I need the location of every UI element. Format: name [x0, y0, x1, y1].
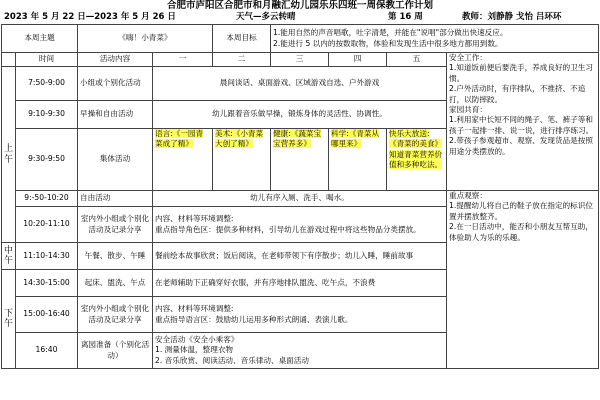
table-row — [2, 191, 599, 207]
weather: 天气—多云转晴 — [236, 12, 296, 22]
time-cell: 16:40 — [16, 333, 78, 369]
activity-cell: 离园准备（个别化活动） — [78, 333, 153, 369]
section-afternoon: 下午 — [2, 270, 16, 369]
activity-cell: 起床、盥洗、午点 — [78, 270, 153, 297]
section-morning: 上午 — [2, 67, 16, 243]
safety-item: 2.户外活动时，有序排队，不推挤、不追打，以防摔跤。 — [449, 84, 586, 104]
week-number: 第 16 周 — [388, 12, 423, 22]
time-cell: 14:30-15:00 — [16, 270, 78, 297]
activity-cell: 自由活动 — [78, 191, 153, 207]
activity-cell: 早操和自由活动 — [78, 101, 153, 129]
col-day-4: 四 — [329, 53, 387, 67]
day-3-lesson-text: 健康:《蔬菜宝宝营养多》 — [273, 129, 322, 149]
day-1-lesson — [153, 129, 213, 191]
document-title: 合肥市庐阳区合肥市和月融汇幼儿园乐乐四班一周保教工作计划 — [166, 0, 433, 11]
activity-cell: 小组或个别化活动 — [78, 67, 153, 101]
side-panel-observation — [447, 191, 599, 369]
content-cell: 内容、材料等环境调整: 重点指导语言区：鼓励幼儿运用多种形式朗诵、表演儿歌。 — [153, 297, 447, 333]
safety-item: 1.知道饭前便后要洗手，养成良好的卫生习惯。 — [449, 63, 593, 83]
safety-title: 安全工作： — [449, 53, 487, 62]
col-day-5: 五 — [387, 53, 447, 67]
activity-cell: 室内外小组或个别化活动及记录分享 — [78, 207, 153, 243]
goals-label: 本周目标 — [213, 25, 271, 53]
teachers: 教师：刘静静 戈怡 吕环环 — [462, 12, 562, 22]
day-5-lesson — [387, 129, 447, 191]
activity-cell: 室内外小组或个别化活动及记录分享 — [78, 297, 153, 333]
content-cell: 餐前绘本故事欣赏；饭后阅读，在老师带领下有序散步；幼儿入睡，睡前故事 — [153, 243, 447, 270]
theme-value: 《嗨！小青菜》 — [78, 25, 213, 53]
observation-item: 2.在一日活动中，能否和小朋友互帮互助，体验助人为乐的乐趣。 — [449, 222, 593, 242]
day-5-lesson-text: 快乐大放送:《青菜的美食》知道青菜营养价值和多种吃法。 — [389, 129, 443, 170]
time-cell: 9:30-9:50 — [16, 129, 78, 191]
col-day-2: 二 — [213, 53, 271, 67]
goals-text: 1.能用自然的声音唱歌，吐字清楚，并能在"说唱"部分做出快速反应。 2.能进行 5 以内的按数取物，体验和发现生活中很多地方都用到数。 — [271, 25, 599, 53]
observation-item: 1.提醒幼儿将自己的鞋子放在指定的标识位置并摆放整齐。 — [449, 201, 593, 221]
day-3-lesson — [271, 129, 329, 191]
document-subheader — [0, 12, 600, 23]
content-cell: 内容、材料等环境调整: 重点指导角色区：提供多种材料，引导幼儿在游戏过程中将这些物品分类摆放。 — [153, 207, 447, 243]
theme-row — [2, 25, 599, 53]
content-cell: 幼儿有序入厕、洗手、喝水。 — [153, 191, 447, 207]
col-day-1: 一 — [153, 53, 213, 67]
col-day-3: 三 — [271, 53, 329, 67]
date-range: 2023 年 5 月 22 日—2023 年 5 月 26 日 — [4, 12, 176, 22]
activity-cell: 午餐、散步、午睡 — [78, 243, 153, 270]
day-2-lesson — [213, 129, 271, 191]
time-cell: 9:-50-10:20 — [16, 191, 78, 207]
day-1-lesson-text: 语言:《一园青菜成了精》 — [155, 129, 204, 149]
content-cell: 安全活动《安全小乘客》 1. 测量体温，整理衣物 2. 音乐欣赏、阅读活动、音乐律动、桌面活动 — [153, 333, 447, 369]
blank-cell — [2, 53, 16, 67]
home-title: 家园共育： — [449, 105, 487, 115]
observation-title: 重点观察： — [449, 191, 487, 200]
home-item: 1.利用家中长短不同的绳子、笔、裤子等和孩子一起排一排、说一说，进行排序练习。 — [449, 115, 594, 135]
day-4-lesson — [329, 129, 387, 191]
section-noon: 中午 — [2, 243, 16, 270]
time-cell: 11:10-14:30 — [16, 243, 78, 270]
time-cell: 15:00-16:40 — [16, 297, 78, 333]
plan-table — [1, 24, 599, 369]
time-cell: 9:10-9:30 — [16, 101, 78, 129]
content-cell: 在老师辅助下正确穿好衣服，并有序地排队盥洗、吃午点，不浪费 — [153, 270, 447, 297]
col-time: 时间 — [16, 53, 78, 67]
side-panel-safety-home — [447, 53, 599, 191]
time-cell: 7:50-9:00 — [16, 67, 78, 101]
theme-label: 本周主题 — [2, 25, 78, 53]
activity-cell: 集体活动 — [78, 129, 153, 191]
day-4-lesson-text: 科学:《青菜从哪里来》 — [331, 129, 380, 149]
content-cell: 幼儿跟着音乐做早操，锻炼身体的灵活性、协调性。 — [153, 101, 447, 129]
day-2-lesson-text: 美术:《小青菜大创了精》 — [215, 129, 264, 149]
home-item: 2.带孩子参观超市、观察、发现货品是按照用途分类摆放的。 — [449, 136, 593, 156]
header-row — [2, 53, 599, 67]
time-cell: 10:20-11:10 — [16, 207, 78, 243]
col-activity: 活动内容 — [78, 53, 153, 67]
content-cell: 晨间谈话、桌面游戏、区域游戏自选、户外游戏 — [153, 67, 447, 101]
